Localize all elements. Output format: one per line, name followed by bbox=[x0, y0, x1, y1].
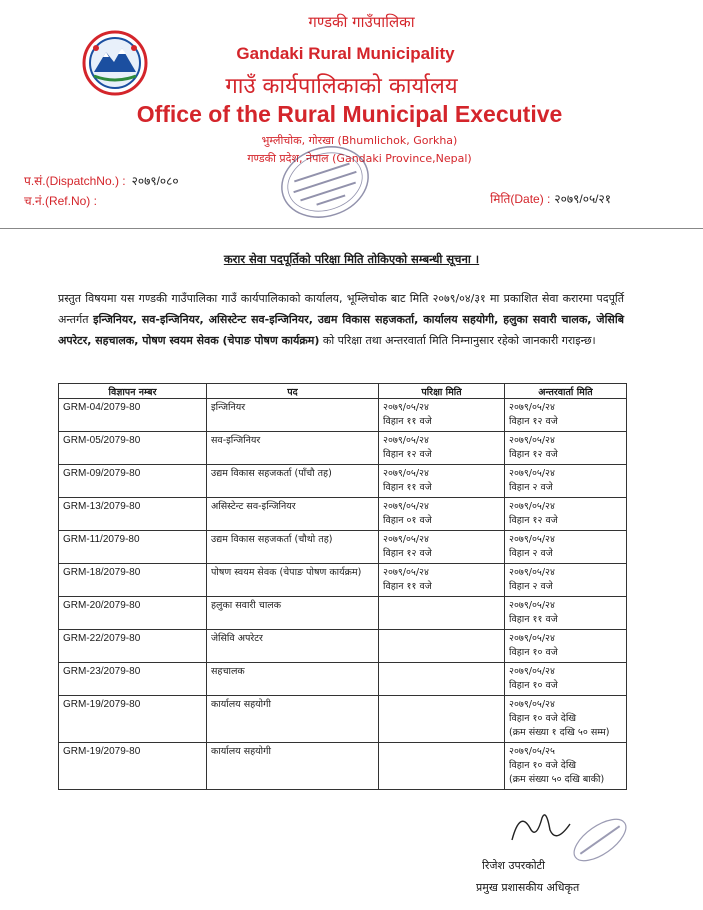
body-intro: प्रस्तुत विषयमा यस गण्डकी गाउँपालिका गाउँ कार्यपालिकाको कार्यालय, भूम्लिचोक बाट मिति २०७९/०४/३१ मा प्रकाशित सेवा करारमा पदपूर्ति अन्तर्गत bbox=[58, 292, 624, 326]
cell-ad-number: GRM-23/2079-80 bbox=[59, 663, 207, 696]
interview-line: २०७९/०५/२४ bbox=[509, 633, 555, 644]
municipality-name-np: गण्डकी गाउँपालिका bbox=[308, 13, 415, 31]
interview-line: विहान १२ वजे bbox=[509, 416, 558, 427]
header-divider bbox=[0, 228, 703, 229]
cell-interview-date bbox=[505, 564, 627, 597]
issue-date bbox=[490, 190, 611, 207]
cell-exam-date bbox=[379, 465, 505, 498]
cell-exam-date bbox=[379, 564, 505, 597]
cell-post: हलुका सवारी चालक bbox=[207, 597, 379, 630]
exam-line: विहान १२ वजे bbox=[383, 449, 432, 460]
interview-line: २०७९/०५/२४ bbox=[509, 435, 555, 446]
exam-line: २०७९/०५/२४ bbox=[383, 468, 429, 479]
table-header-row bbox=[59, 384, 627, 399]
notice-subject bbox=[0, 252, 703, 267]
exam-line: विहान ११ वजे bbox=[383, 416, 432, 427]
office-name-np: गाउँ कार्यपालिकाको कार्यालय bbox=[225, 74, 458, 99]
cell-exam-date bbox=[379, 432, 505, 465]
interview-line: विहान १० वजे bbox=[509, 647, 558, 658]
subject-text: करार सेवा पदपूर्तिको परिक्षा मिति तोकिएको सम्बन्धी सूचना । bbox=[223, 252, 480, 266]
cell-post: कार्यालय सहयोगी bbox=[207, 696, 379, 743]
table-row bbox=[59, 498, 627, 531]
interview-line: २०७९/०५/२४ bbox=[509, 666, 555, 677]
cell-interview-date bbox=[505, 743, 627, 790]
table-row bbox=[59, 564, 627, 597]
interview-line: (क्रम संख्या १ दखि ५० सम्म) bbox=[509, 727, 610, 738]
interview-line: २०७९/०५/२४ bbox=[509, 699, 555, 710]
cell-ad-number: GRM-22/2079-80 bbox=[59, 630, 207, 663]
interview-line: विहान १२ वजे bbox=[509, 515, 558, 526]
interview-line: विहान १० वजे bbox=[509, 680, 558, 691]
address-line-2: गण्डकी प्रदेश, नेपाल (Gandaki Province,Nepal) bbox=[247, 152, 472, 165]
cell-interview-date bbox=[505, 432, 627, 465]
cell-exam-date bbox=[379, 399, 505, 432]
cell-ad-number: GRM-18/2079-80 bbox=[59, 564, 207, 597]
interview-line: २०७९/०५/२५ bbox=[509, 746, 555, 757]
municipality-name-en: Gandaki Rural Municipality bbox=[236, 44, 455, 63]
table-row bbox=[59, 663, 627, 696]
cell-ad-number: GRM-05/2079-80 bbox=[59, 432, 207, 465]
exam-line: २०७९/०५/२४ bbox=[383, 435, 429, 446]
cell-exam-date bbox=[379, 663, 505, 696]
cell-ad-number: GRM-09/2079-80 bbox=[59, 465, 207, 498]
table-row bbox=[59, 432, 627, 465]
cell-ad-number: GRM-20/2079-80 bbox=[59, 597, 207, 630]
cell-post: सव-इन्जिनियर bbox=[207, 432, 379, 465]
table-row bbox=[59, 399, 627, 432]
address-line-1: भुम्लीचोक, गोरखा (Bhumlichok, Gorkha) bbox=[261, 134, 458, 147]
cell-interview-date bbox=[505, 399, 627, 432]
cell-exam-date bbox=[379, 743, 505, 790]
exam-line: २०७९/०५/२४ bbox=[383, 567, 429, 578]
cell-interview-date bbox=[505, 696, 627, 743]
exam-line: विहान ११ वजे bbox=[383, 482, 432, 493]
ref-label: च.नं.(Ref.No) : bbox=[24, 194, 97, 208]
col-header-exam-date: परिक्षा मिति bbox=[379, 384, 505, 399]
table-row bbox=[59, 696, 627, 743]
exam-schedule-table bbox=[58, 383, 627, 790]
cell-post: जेसिवि अपरेटर bbox=[207, 630, 379, 663]
interview-line: २०७९/०५/२४ bbox=[509, 468, 555, 479]
cell-post: सहचालक bbox=[207, 663, 379, 696]
col-header-interview-date: अन्तरवार्ता मिति bbox=[505, 384, 627, 399]
cell-ad-number: GRM-04/2079-80 bbox=[59, 399, 207, 432]
cell-exam-date bbox=[379, 531, 505, 564]
interview-line: विहान २ वजे bbox=[509, 548, 553, 559]
interview-line: २०७९/०५/२४ bbox=[509, 567, 555, 578]
cell-exam-date bbox=[379, 630, 505, 663]
interview-line: २०७९/०५/२४ bbox=[509, 534, 555, 545]
office-name-en: Office of the Rural Municipal Executive bbox=[136, 101, 563, 127]
table-row bbox=[59, 630, 627, 663]
interview-line: विहान २ वजे bbox=[509, 581, 553, 592]
date-label: मिति(Date) : bbox=[490, 192, 551, 206]
table-row bbox=[59, 597, 627, 630]
interview-line: विहान १० वजे देखि bbox=[509, 713, 577, 724]
interview-line: विहान १० वजे देखि bbox=[509, 760, 577, 771]
exam-line: २०७९/०५/२४ bbox=[383, 501, 429, 512]
cell-exam-date bbox=[379, 696, 505, 743]
cell-interview-date bbox=[505, 630, 627, 663]
cell-ad-number: GRM-19/2079-80 bbox=[59, 696, 207, 743]
interview-line: (क्रम संख्या ५० दखि बाकी) bbox=[509, 774, 605, 785]
interview-line: विहान २ वजे bbox=[509, 482, 553, 493]
table-row bbox=[59, 465, 627, 498]
signatory-name: रिजेश उपरकोटी bbox=[482, 859, 545, 872]
dispatch-label: प.सं.(DispatchNo.) : bbox=[24, 174, 126, 188]
cell-post: कार्यालय सहयोगी bbox=[207, 743, 379, 790]
table-row bbox=[59, 743, 627, 790]
exam-line: विहान १२ वजे bbox=[383, 548, 432, 559]
body-positions: इन्जिनियर, सव-इन्जिनियर, असिस्टेन्ट सव-इन्जिनियर, उद्यम विकास सहजकर्ता, कार्यालय सहयोगी, हलुका सवारी चालक, जेसिबि अपरेटर, सहचालक, पोषण स्वयम सेवक (चेपाङ पोषण कार्यक्रम) bbox=[58, 313, 624, 347]
dispatch-number bbox=[24, 172, 179, 189]
col-header-ad-number: विज्ञापन नम्बर bbox=[59, 384, 207, 399]
reference-number bbox=[24, 192, 103, 209]
cell-ad-number: GRM-13/2079-80 bbox=[59, 498, 207, 531]
cell-post: उद्यम विकास सहजकर्ता (पाँचौ तह) bbox=[207, 465, 379, 498]
cell-post: पोषण स्वयम सेवक (चेपाङ पोषण कार्यक्रम) bbox=[207, 564, 379, 597]
interview-line: २०७९/०५/२४ bbox=[509, 600, 555, 611]
dispatch-value: २०७९/०८० bbox=[131, 174, 179, 188]
exam-line: विहान ११ वजे bbox=[383, 581, 432, 592]
cell-exam-date bbox=[379, 498, 505, 531]
signatory-title: प्रमुख प्रशासकीय अधिकृत bbox=[476, 881, 580, 894]
exam-line: २०७९/०५/२४ bbox=[383, 402, 429, 413]
notice-body bbox=[58, 288, 624, 351]
table-row bbox=[59, 531, 627, 564]
interview-line: विहान ११ वजे bbox=[509, 614, 558, 625]
cell-ad-number: GRM-19/2079-80 bbox=[59, 743, 207, 790]
cell-exam-date bbox=[379, 597, 505, 630]
interview-line: २०७९/०५/२४ bbox=[509, 402, 555, 413]
body-outro: को परिक्षा तथा अन्तरवार्ता मिति निम्नानुसार रहेको जानकारी गराइन्छ। bbox=[319, 334, 596, 347]
cell-ad-number: GRM-11/2079-80 bbox=[59, 531, 207, 564]
date-value: २०७९/०५/२१ bbox=[554, 192, 611, 206]
exam-line: २०७९/०५/२४ bbox=[383, 534, 429, 545]
interview-line: २०७९/०५/२४ bbox=[509, 501, 555, 512]
cell-interview-date bbox=[505, 465, 627, 498]
cell-post: इन्जिनियर bbox=[207, 399, 379, 432]
cell-post: उद्यम विकास सहजकर्ता (चौथो तह) bbox=[207, 531, 379, 564]
cell-post: असिस्टेन्ट सव-इन्जिनियर bbox=[207, 498, 379, 531]
cell-interview-date bbox=[505, 531, 627, 564]
exam-line: विहान ०१ वजे bbox=[383, 515, 432, 526]
office-seal-stamp bbox=[270, 138, 380, 226]
cell-interview-date bbox=[505, 498, 627, 531]
interview-line: विहान १२ वजे bbox=[509, 449, 558, 460]
cell-interview-date bbox=[505, 597, 627, 630]
col-header-post: पद bbox=[207, 384, 379, 399]
cell-interview-date bbox=[505, 663, 627, 696]
